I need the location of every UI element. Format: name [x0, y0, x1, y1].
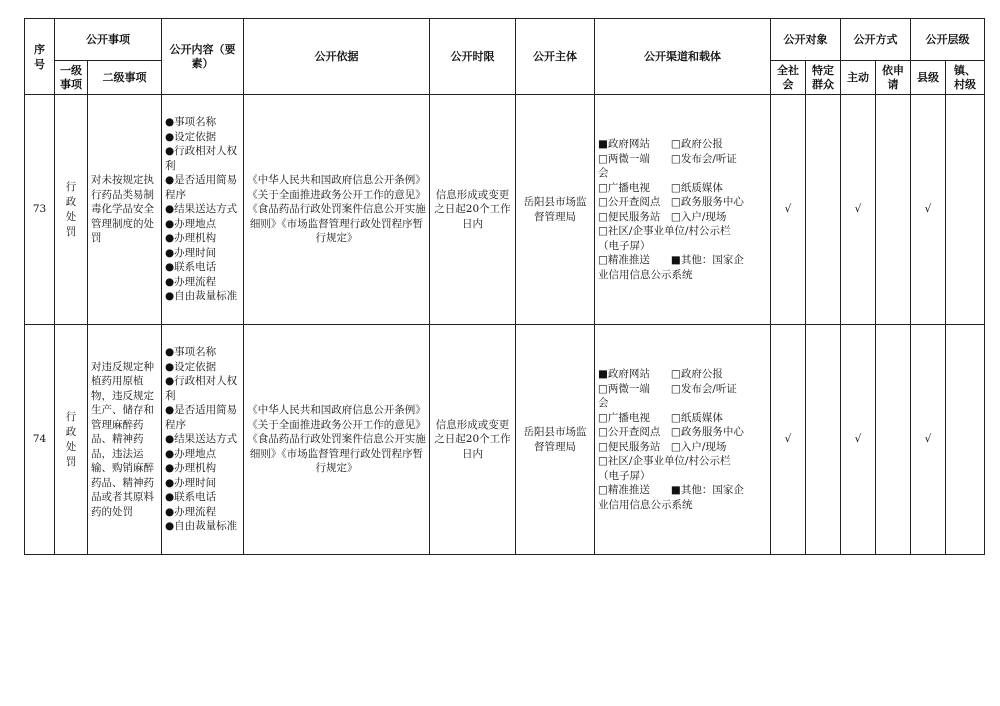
- channel-line: （电子屏）: [598, 239, 651, 252]
- row-seq: 73: [25, 95, 55, 325]
- header-item-group: 公开事项: [55, 19, 162, 61]
- channel-line: □公开查阅点 □政务服务中心: [598, 196, 744, 208]
- check-audience-all: √: [771, 95, 806, 325]
- header-level: 公开层级: [911, 19, 985, 61]
- content-item: ●设定依据: [165, 360, 217, 373]
- row-basis: 《中华人民共和国政府信息公开条例》《关于全面推进政务公开工作的意见》《食品药品行政处罚案件信息公开实施细则》《市场监督管理行政处罚程序暂行规定》: [244, 95, 430, 325]
- content-item: ●办理时间: [165, 476, 217, 489]
- channel-line: □便民服务站 □入户/现场: [598, 210, 727, 223]
- row-time-limit: 信息形成或变更之日起20个工作日内: [430, 325, 516, 555]
- header-basis: 公开依据: [244, 19, 430, 95]
- content-item: ●事项名称: [165, 346, 217, 359]
- table-row: [25, 95, 985, 325]
- header-content: 公开内容（要素）: [162, 19, 244, 95]
- header-channel: 公开渠道和载体: [595, 19, 771, 95]
- row-level2: 对违反规定种植药用原植物，违反规定生产、储存和管理麻醉药品、精神药品，违法运输、购销麻醉药品、精神药品或者其原料药的处罚: [88, 325, 162, 555]
- check-level-town: [946, 325, 985, 555]
- row-content: [162, 325, 244, 555]
- disclosure-table: [24, 18, 985, 555]
- channel-line: □精准推送 ■其他：国家企: [598, 254, 744, 266]
- channel-line: □两微一端 □发布会/听证: [598, 382, 737, 395]
- row-subject: 岳阳县市场监督管理局: [516, 95, 595, 325]
- row-content: [162, 95, 244, 325]
- channel-line: ■政府网站 □政府公报: [598, 368, 723, 380]
- channel-line: ■政府网站 □政府公报: [598, 138, 723, 150]
- content-item: ●自由裁量标准: [165, 520, 238, 533]
- check-level-town: [946, 95, 985, 325]
- channel-line: 业信用信息公示系统: [598, 498, 693, 511]
- row-subject: 岳阳县市场监督管理局: [516, 325, 595, 555]
- header-audience-specific: 特定群众: [806, 61, 841, 95]
- header-level-town: 镇、村级: [946, 61, 985, 95]
- check-audience-specific: [806, 325, 841, 555]
- header-audience-all: 全社会: [771, 61, 806, 95]
- content-item: ●设定依据: [165, 130, 217, 143]
- content-item: ●是否适用简易程序: [165, 404, 238, 431]
- table-header: [25, 19, 985, 95]
- content-item: ●办理机构: [165, 462, 217, 475]
- check-method-request: [876, 325, 911, 555]
- content-item: ●事项名称: [165, 116, 217, 129]
- row-level2: 对未按规定执行药品类易制毒化学品安全管理制度的处罚: [88, 95, 162, 325]
- content-item: ●办理地点: [165, 447, 217, 460]
- table-body: [25, 95, 985, 555]
- header-method: 公开方式: [841, 19, 911, 61]
- check-method-active: √: [841, 325, 876, 555]
- header-level-county: 县级: [911, 61, 946, 95]
- header-subject: 公开主体: [516, 19, 595, 95]
- row-time-limit: 信息形成或变更之日起20个工作日内: [430, 95, 516, 325]
- check-audience-all: √: [771, 325, 806, 555]
- content-item: ●结果送达方式: [165, 203, 238, 216]
- content-item: ●联系电话: [165, 261, 217, 274]
- header-time-limit: 公开时限: [430, 19, 516, 95]
- header-method-request: 依申请: [876, 61, 911, 95]
- check-audience-specific: [806, 95, 841, 325]
- channel-line: 业信用信息公示系统: [598, 268, 693, 281]
- header-level2: 二级事项: [88, 61, 162, 95]
- channel-line: □精准推送 ■其他：国家企: [598, 484, 744, 496]
- channel-line: □便民服务站 □入户/现场: [598, 440, 727, 453]
- content-item: ●办理流程: [165, 275, 217, 288]
- header-seq: 序号: [25, 19, 55, 95]
- check-level-county: √: [911, 325, 946, 555]
- channel-line: □公开查阅点 □政务服务中心: [598, 426, 744, 438]
- content-item: ●办理流程: [165, 505, 217, 518]
- channel-line: □社区/企事业单位/村公示栏: [598, 455, 731, 467]
- channel-line: 会: [598, 397, 609, 409]
- channel-line: □社区/企事业单位/村公示栏: [598, 225, 731, 237]
- content-item: ●办理机构: [165, 232, 217, 245]
- channel-line: 会: [598, 167, 609, 179]
- content-item: ●是否适用简易程序: [165, 174, 238, 201]
- content-item: ●结果送达方式: [165, 433, 238, 446]
- row-channels: [595, 325, 771, 555]
- row-level1: 行政处罚: [55, 325, 88, 555]
- content-item: ●行政相对人权利: [165, 375, 238, 402]
- content-item: ●行政相对人权利: [165, 145, 238, 172]
- header-level1: 一级事项: [55, 61, 88, 95]
- table-row: [25, 325, 985, 555]
- channel-line: □广播电视 □纸质媒体: [598, 411, 723, 424]
- check-method-active: √: [841, 95, 876, 325]
- channel-line: （电子屏）: [598, 469, 651, 482]
- header-method-active: 主动: [841, 61, 876, 95]
- content-item: ●自由裁量标准: [165, 290, 238, 303]
- row-level1: 行政处罚: [55, 95, 88, 325]
- content-item: ●联系电话: [165, 491, 217, 504]
- header-audience: 公开对象: [771, 19, 841, 61]
- channel-line: □两微一端 □发布会/听证: [598, 152, 737, 165]
- row-seq: 74: [25, 325, 55, 555]
- content-item: ●办理时间: [165, 246, 217, 259]
- content-item: ●办理地点: [165, 217, 217, 230]
- row-basis: 《中华人民共和国政府信息公开条例》《关于全面推进政务公开工作的意见》《食品药品行政处罚案件信息公开实施细则》《市场监督管理行政处罚程序暂行规定》: [244, 325, 430, 555]
- row-channels: [595, 95, 771, 325]
- channel-line: □广播电视 □纸质媒体: [598, 181, 723, 194]
- check-level-county: √: [911, 95, 946, 325]
- check-method-request: [876, 95, 911, 325]
